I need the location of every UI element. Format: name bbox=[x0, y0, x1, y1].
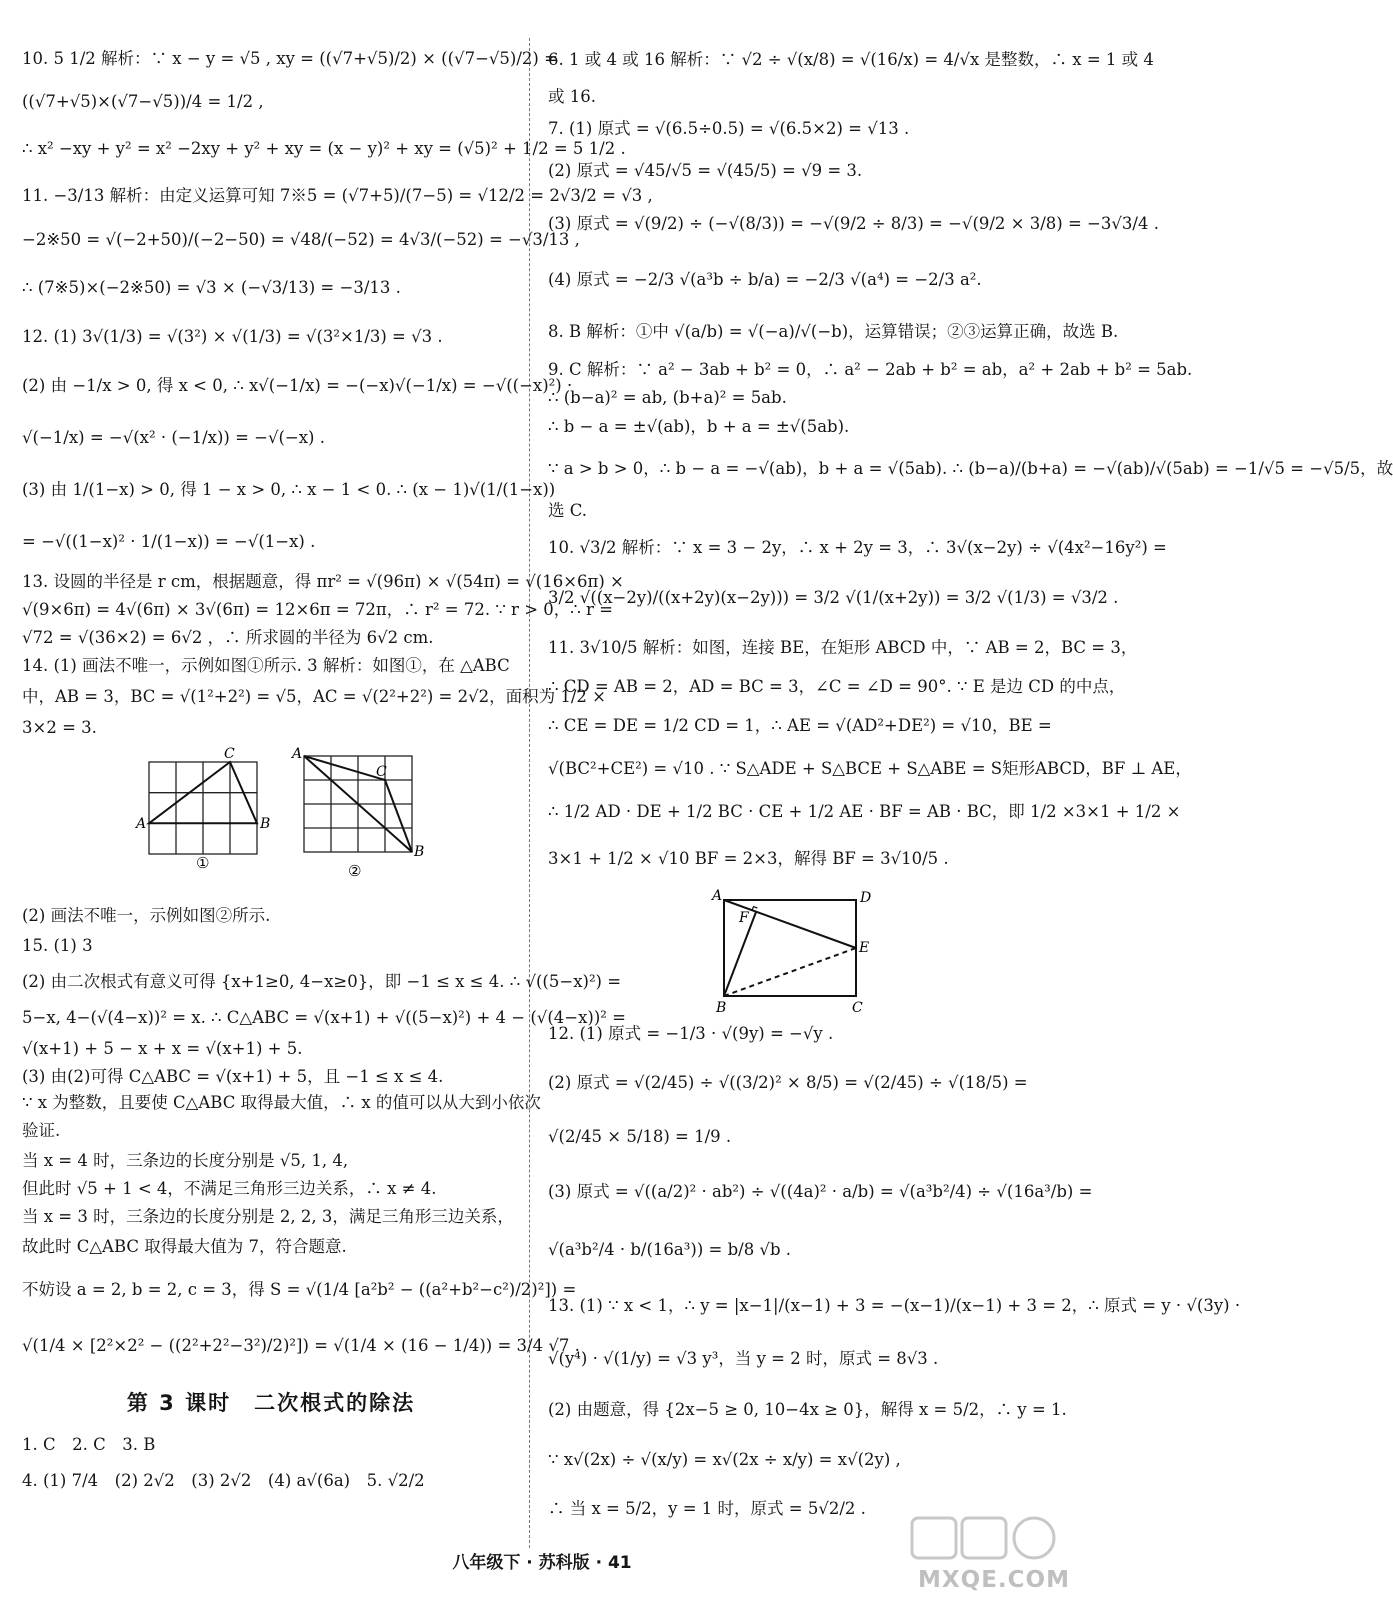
line: 11. 3√10/5 解析：如图，连接 BE，在矩形 ABCD 中，∵ AB = 2，BC = 3， bbox=[548, 638, 1138, 657]
line: 7. (1) 原式 = √(6.5÷0.5) = √(6.5×2) = √13 . bbox=[548, 119, 910, 138]
line: 或 16. bbox=[548, 87, 596, 106]
right-column bbox=[548, 38, 1393, 1534]
line: √(9×6π) = 4√(6π) × 3√(6π) = 12×6π = 72π，∴ r² = 72. ∵ r > 0，∴ r = bbox=[22, 600, 613, 619]
line: (3) 原式 = √((a/2)² · ab²) ÷ √((4a)² · a/b) = √(a³b²/4) ÷ √(16a³/b) = bbox=[548, 1182, 1093, 1201]
label-f: F bbox=[739, 910, 749, 926]
grid-figure-2 bbox=[288, 746, 428, 880]
label-b: B bbox=[260, 816, 271, 832]
watermark-text: MXQE.COM bbox=[918, 1567, 1070, 1593]
line: 10. √3/2 解析：∵ x = 3 − 2y，∴ x + 2y = 3，∴ 3√(x−2y) ÷ √(4x²−16y²) = bbox=[548, 538, 1167, 557]
line: √(x+1) + 5 − x + x = √(x+1) + 5. bbox=[22, 1039, 303, 1058]
line: (2) 由题意，得 {2x−5 ≥ 0, 10−4x ≥ 0}，解得 x = 5/2，∴ y = 1. bbox=[548, 1400, 1067, 1419]
right-lines-bottom bbox=[548, 1014, 1241, 1534]
figures-row bbox=[22, 742, 520, 902]
line: = −√((1−x)² · 1/(1−x)) = −√(1−x) . bbox=[22, 532, 316, 551]
line: √(1/4 × [2²×2² − ((2²+2²−3²)/2)²]) = √(1/4 × (16 − 1/4)) = 3/4 √7 . bbox=[22, 1336, 580, 1355]
line: 验证. bbox=[22, 1121, 61, 1140]
line: 10. 5 1/2 解析：∵ x − y = √5 , xy = ((√7+√5)/2) × ((√7−√5)/2) = bbox=[22, 49, 558, 68]
figure-caption: ② bbox=[348, 862, 362, 880]
line: 故此时 C△ABC 取得最大值为 7，符合题意. bbox=[22, 1237, 347, 1256]
line: 13. 设圆的半径是 r cm，根据题意，得 πr² = √(96π) × √(54π) = √(16×6π) × bbox=[22, 572, 624, 591]
line: ∴ x² −xy + y² = x² −2xy + y² + xy = (x − y)² + xy = (√5)² + 1/2 = 5 1/2 . bbox=[22, 139, 626, 158]
line: (2) 原式 = √(2/45) ÷ √((3/2)² × 8/5) = √(2/45) ÷ √(18/5) = bbox=[548, 1073, 1028, 1092]
line: √(BC²+CE²) = √10 . ∵ S△ADE + S△BCE + S△ABE = S矩形ABCD，BF ⊥ AE， bbox=[548, 759, 1192, 778]
line: ∴ 1/2 AD · DE + 1/2 BC · CE + 1/2 AE · BF = AB · BC，即 1/2 ×3×1 + 1/2 × bbox=[548, 802, 1181, 821]
segment-be bbox=[724, 948, 856, 996]
line: 1. C 2. C 3. B bbox=[22, 1434, 156, 1454]
line: (3) 原式 = √(9/2) ÷ (−√(8/3)) = −√(9/2 ÷ 8/3) = −√(9/2 × 3/8) = −3√3/4 . bbox=[548, 214, 1159, 233]
line: −2※50 = √(−2+50)/(−2−50) = √48/(−52) = 4√3/(−52) = −√3/13 , bbox=[22, 230, 580, 249]
label-a: A bbox=[712, 888, 723, 904]
line: ∴ 当 x = 5/2，y = 1 时，原式 = 5√2/2 . bbox=[548, 1499, 866, 1518]
label-a: A bbox=[136, 816, 147, 832]
line: ∵ x 为整数，且要使 C△ABC 取得最大值，∴ x 的值可以从大到小依次 bbox=[22, 1093, 541, 1112]
line: 不妨设 a = 2, b = 2, c = 3，得 S = √(1/4 [a²b² − ((a²+b²−c²)/2)²]) = bbox=[22, 1280, 577, 1299]
label-c: C bbox=[852, 1000, 863, 1016]
line: (2) 由 −1/x > 0, 得 x < 0, ∴ x√(−1/x) = −(−x)√(−1/x) = −√((−x)²) · bbox=[22, 376, 573, 395]
line: 6. 1 或 4 或 16 解析：∵ √2 ÷ √(x/8) = √(16/x) = 4/√x 是整数，∴ x = 1 或 4 bbox=[548, 50, 1154, 69]
line: 3×2 = 3. bbox=[22, 718, 97, 737]
line: √(a³b²/4 · b/(16a³)) = b/8 √b . bbox=[548, 1240, 791, 1259]
label-b: B bbox=[414, 844, 425, 860]
right-lines-top bbox=[548, 38, 1393, 884]
line: 13. (1) ∵ x < 1，∴ y = |x−1|/(x−1) + 3 = −(x−1)/(x−1) + 3 = 2，∴ 原式 = y · √(3y) · bbox=[548, 1296, 1241, 1315]
line: (3) 由(2)可得 C△ABC = √(x+1) + 5，且 −1 ≤ x ≤ 4. bbox=[22, 1067, 444, 1086]
line: 5−x, 4−(√(4−x))² = x. ∴ C△ABC = √(x+1) + √((5−x)²) + 4 − (√(4−x))² = bbox=[22, 1008, 626, 1027]
line: 9. C 解析：∵ a² − 3ab + b² = 0，∴ a² − 2ab + b² = ab，a² + 2ab + b² = 5ab. bbox=[548, 360, 1193, 379]
line: ∴ CE = DE = 1/2 CD = 1，∴ AE = √(AD²+DE²) = √10，BE = bbox=[548, 716, 1052, 735]
line: 8. B 解析：①中 √(a/b) = √(−a)/√(−b)，运算错误；②③运算正确，故选 B. bbox=[548, 322, 1119, 341]
line: √(y⁴) · √(1/y) = √3 y³，当 y = 2 时，原式 = 8√3 . bbox=[548, 1349, 939, 1368]
line: (2) 由二次根式有意义可得 {x+1≥0, 4−x≥0}，即 −1 ≤ x ≤ 4. ∴ √((5−x)²) = bbox=[22, 972, 622, 991]
line: 当 x = 4 时，三条边的长度分别是 √5, 1, 4, bbox=[22, 1151, 349, 1170]
line: √(−1/x) = −√(x² · (−1/x)) = −√(−x) . bbox=[22, 428, 325, 447]
line: ∵ a > b > 0，∴ b − a = −√(ab)，b + a = √(5ab). ∴ (b−a)/(b+a) = −√(ab)/√(5ab) = −1/√5 = −√5/5，故 bbox=[548, 459, 1393, 478]
line: 11. −3/13 解析：由定义运算可知 7※5 = (√7+5)/(7−5) = √12/2 = 2√3/2 = √3 , bbox=[22, 186, 653, 205]
label-a: A bbox=[292, 746, 303, 762]
label-e: E bbox=[859, 940, 870, 956]
line: ((√7+√5)×(√7−√5))/4 = 1/2 , bbox=[22, 92, 264, 111]
line: (3) 由 1/(1−x) > 0, 得 1 − x > 0, ∴ x − 1 < 0. ∴ (x − 1)√(1/(1−x)) bbox=[22, 480, 556, 499]
column-divider bbox=[529, 38, 530, 1548]
line: 12. (1) 3√(1/3) = √(3²) × √(1/3) = √(3²×1/3) = √3 . bbox=[22, 327, 443, 346]
left-lines-bottom bbox=[22, 902, 626, 1374]
line: √(2/45 × 5/18) = 1/9 . bbox=[548, 1127, 732, 1146]
line: 中，AB = 3，BC = √(1²+2²) = √5，AC = √(2²+2²) = 2√2，面积为 1/2 × bbox=[22, 687, 606, 706]
rectangle-figure bbox=[704, 888, 872, 1014]
line: 选 C. bbox=[548, 501, 588, 520]
label-c: C bbox=[224, 746, 235, 762]
line: (4) 原式 = −2/3 √(a³b ÷ b/a) = −2/3 √(a⁴) = −2/3 a². bbox=[548, 270, 982, 289]
line: 15. (1) 3 bbox=[22, 936, 93, 955]
line: ∴ (b−a)² = ab, (b+a)² = 5ab. bbox=[548, 388, 787, 407]
line: ∴ (7※5)×(−2※50) = √3 × (−√3/13) = −3/13 . bbox=[22, 278, 401, 297]
line: 14. (1) 画法不唯一，示例如图①所示. 3 解析：如图①，在 △ABC bbox=[22, 656, 510, 675]
page-footer: 八年级下 · 苏科版 · 41 bbox=[452, 1553, 632, 1573]
line: (2) 原式 = √45/√5 = √(45/5) = √9 = 3. bbox=[548, 161, 863, 180]
grid-figure-1 bbox=[134, 746, 274, 870]
label-b: B bbox=[716, 1000, 727, 1016]
line: 当 x = 3 时，三条边的长度分别是 2, 2, 3，满足三角形三边关系， bbox=[22, 1207, 514, 1226]
line: ∵ x√(2x) ÷ √(x/y) = x√(2x ÷ x/y) = x√(2y) , bbox=[548, 1450, 901, 1469]
section-title: 第 3 课时 二次根式的除法 bbox=[126, 1391, 416, 1415]
line: 12. (1) 原式 = −1/3 · √(9y) = −√y . bbox=[548, 1024, 834, 1043]
line: (2) 画法不唯一，示例如图②所示. bbox=[22, 906, 271, 925]
line: √72 = √(36×2) = 6√2 ，∴ 所求圆的半径为 6√2 cm. bbox=[22, 628, 434, 647]
line: ∴ b − a = ±√(ab)，b + a = ±√(5ab). bbox=[548, 417, 850, 436]
label-c: C bbox=[376, 764, 387, 780]
line: 3×1 + 1/2 × √10 BF = 2×3，解得 BF = 3√10/5 . bbox=[548, 849, 949, 868]
figure-caption: ① bbox=[196, 854, 210, 872]
label-d: D bbox=[860, 890, 872, 906]
line: 4. (1) 7/4 (2) 2√2 (3) 2√2 (4) a√(6a) 5. √2/2 bbox=[22, 1470, 425, 1490]
line: 3/2 √((x−2y)/((x+2y)(x−2y))) = 3/2 √(1/(x+2y)) = 3/2 √(1/3) = √3/2 . bbox=[548, 588, 1119, 607]
line: 但此时 √5 + 1 < 4，不满足三角形三边关系，∴ x ≠ 4. bbox=[22, 1179, 437, 1198]
line: ∴ CD = AB = 2，AD = BC = 3，∠C = ∠D = 90°. ∵ E 是边 CD 的中点， bbox=[548, 677, 1126, 696]
